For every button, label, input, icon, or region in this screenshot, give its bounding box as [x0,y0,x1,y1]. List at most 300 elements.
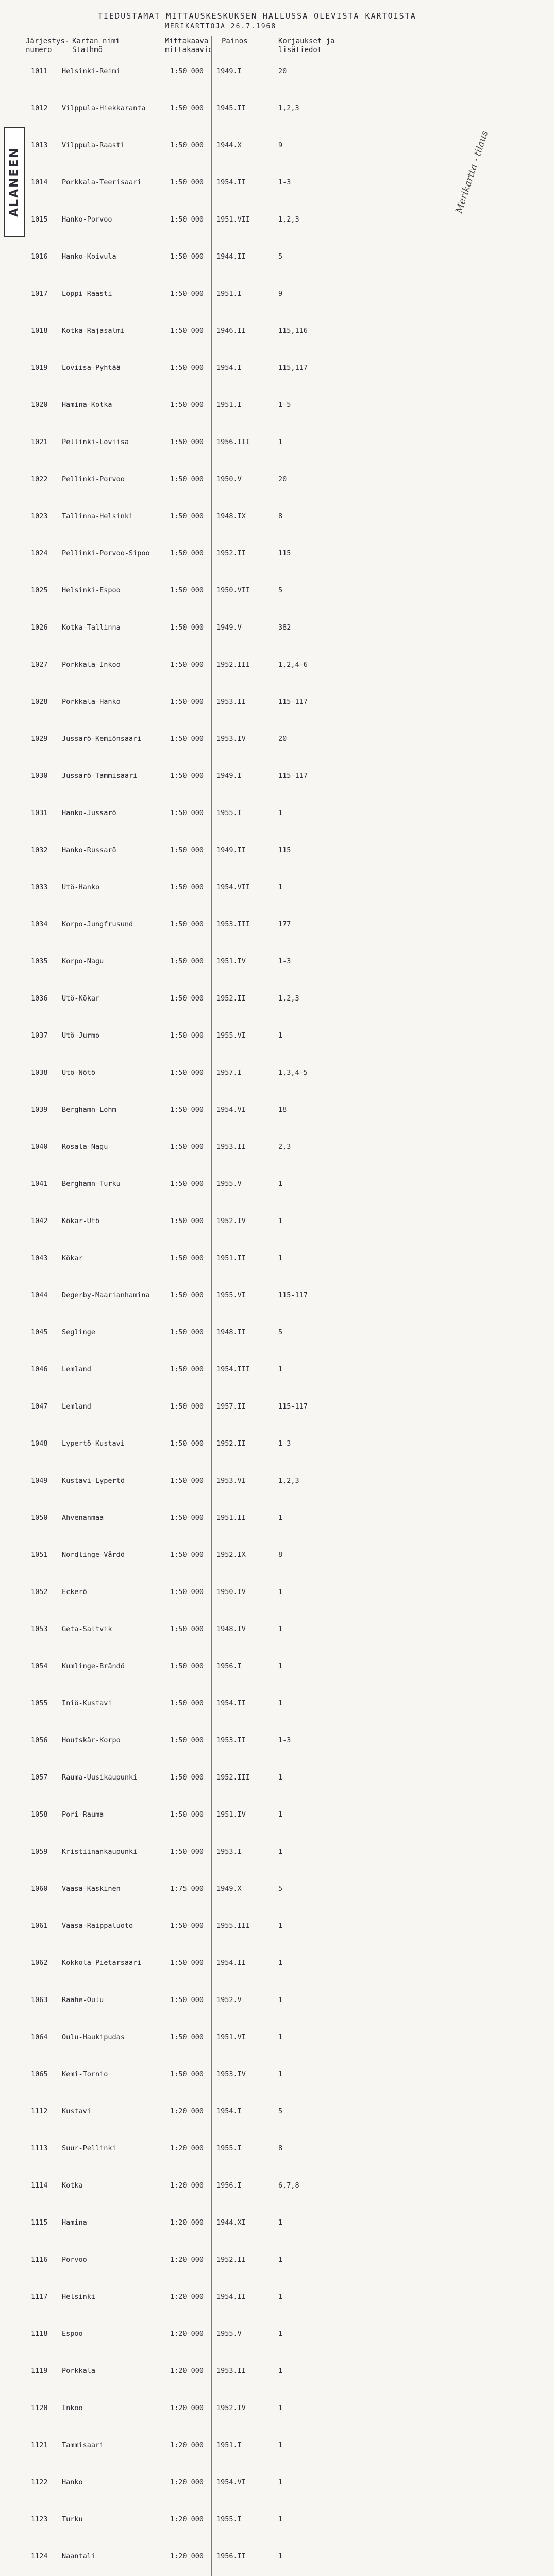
row-number: 1064 [31,2033,48,2041]
row-chart-name: Vilppula-Raasti [62,141,125,149]
row-scale: 1:50 000 [170,2033,204,2041]
row-chart-name: Korpo-Nagu [62,957,104,965]
row-edition: 1949.I [216,67,242,75]
row-number: 1038 [31,1069,48,1077]
row-number: 1121 [31,2441,48,2449]
row-number: 1117 [31,2293,48,2301]
row-chart-name: Turku [62,2515,83,2523]
row-details: 177 [278,920,291,928]
row-details: 1 [278,1662,283,1670]
row-details: 5 [278,1885,283,1893]
row-number: 1059 [31,1848,48,1856]
row-edition: 1957.II [216,1402,246,1411]
row-number: 1053 [31,1625,48,1633]
row-scale: 1:50 000 [170,994,204,1003]
row-chart-name: Helsinki [62,2293,96,2301]
row-scale: 1:20 000 [170,2367,204,2375]
row-scale: 1:50 000 [170,586,204,595]
row-details: 1-3 [278,1736,291,1744]
row-scale: 1:75 000 [170,1885,204,1893]
row-chart-name: Geta-Saltvik [62,1625,112,1633]
row-edition: 1952.V [216,1996,242,2004]
row-edition: 1955.III [216,1922,250,1930]
row-scale: 1:50 000 [170,290,204,298]
row-edition: 1949.V [216,623,242,632]
row-number: 1116 [31,2256,48,2264]
row-number: 1019 [31,364,48,372]
row-number: 1024 [31,549,48,557]
row-chart-name: Rosala-Nagu [62,1143,108,1151]
row-number: 1025 [31,586,48,595]
row-number: 1011 [31,67,48,75]
row-edition: 1952.IV [216,1217,246,1225]
row-chart-name: Seglinge [62,1328,96,1336]
row-edition: 1952.IV [216,2404,246,2412]
row-edition: 1953.II [216,1143,246,1151]
row-number: 1030 [31,772,48,780]
row-details: 6,7,8 [278,2181,299,2190]
row-details: 115 [278,846,291,854]
row-edition: 1948.IV [216,1625,246,1633]
row-edition: 1944.II [216,252,246,261]
row-number: 1026 [31,623,48,632]
row-details: 1 [278,1588,283,1596]
row-number: 1058 [31,1810,48,1819]
row-scale: 1:50 000 [170,957,204,965]
row-details: 115-117 [278,772,308,780]
row-number: 1029 [31,735,48,743]
row-edition: 1952.III [216,1773,250,1782]
section-tab-label: ALANEEN [8,147,21,217]
row-chart-name: Oulu-Haukipudas [62,2033,125,2041]
row-scale: 1:50 000 [170,1365,204,1374]
row-details: 1 [278,2552,283,2561]
row-chart-name: Loviisa-Pyhtää [62,364,121,372]
row-chart-name: Pori-Rauma [62,1810,104,1819]
row-edition: 1944.XI [216,2218,246,2227]
row-edition: 1954.VI [216,2478,246,2486]
row-details: 1-5 [278,401,291,409]
row-edition: 1948.IX [216,512,246,520]
row-chart-name: Pellinki-Porvoo-Sipoo [62,549,150,557]
row-scale: 1:50 000 [170,364,204,372]
row-edition: 1953.II [216,1736,246,1744]
row-chart-name: Korpo-Jungfrusund [62,920,133,928]
row-chart-name: Kustavi-Lypertö [62,1477,125,1485]
row-number: 1014 [31,178,48,187]
row-scale: 1:50 000 [170,735,204,743]
row-number: 1031 [31,809,48,817]
row-details: 115-117 [278,698,308,706]
row-details: 1 [278,2367,283,2375]
row-number: 1016 [31,252,48,261]
row-details: 1 [278,438,283,446]
row-chart-name: Utö-Nötö [62,1069,96,1077]
row-chart-name: Helsinki-Espoo [62,586,121,595]
row-number: 1115 [31,2218,48,2227]
row-details: 5 [278,586,283,595]
row-details: 1 [278,2293,283,2301]
row-chart-name: Hanko-Porvoo [62,215,112,224]
row-details: 2,3 [278,1143,291,1151]
row-details: 1-3 [278,178,291,187]
row-details: 1 [278,1514,283,1522]
column-header-scale: Mittakaava mittakaavio [165,37,213,54]
row-edition: 1954.VI [216,1106,246,1114]
row-number: 1114 [31,2181,48,2190]
row-chart-name: Kumlinge-Brändö [62,1662,125,1670]
row-chart-name: Vaasa-Raippaluoto [62,1922,133,1930]
row-number: 1012 [31,104,48,112]
row-chart-name: Loppi-Raasti [62,290,112,298]
row-details: 1 [278,2478,283,2486]
row-scale: 1:20 000 [170,2181,204,2190]
row-edition: 1952.II [216,1439,246,1448]
row-chart-name: Helsinki-Reimi [62,67,121,75]
row-edition: 1954.I [216,364,242,372]
row-number: 1050 [31,1514,48,1522]
row-chart-name: Berghamn-Lohm [62,1106,116,1114]
row-chart-name: Nordlinge-Vårdö [62,1551,125,1559]
row-edition: 1955.I [216,2144,242,2153]
row-details: 1 [278,1922,283,1930]
document-subtitle: MERIKARTTOJA 26.7.1968 [165,23,277,30]
row-number: 1022 [31,475,48,483]
row-scale: 1:50 000 [170,1031,204,1040]
row-number: 1042 [31,1217,48,1225]
row-scale: 1:50 000 [170,809,204,817]
row-number: 1028 [31,698,48,706]
row-details: 115-117 [278,1291,308,1299]
row-number: 1018 [31,327,48,335]
row-edition: 1955.I [216,809,242,817]
row-scale: 1:50 000 [170,846,204,854]
row-details: 1 [278,1996,283,2004]
row-scale: 1:50 000 [170,1217,204,1225]
row-scale: 1:50 000 [170,1848,204,1856]
row-edition: 1957.I [216,1069,242,1077]
row-details: 1 [278,1773,283,1782]
row-scale: 1:50 000 [170,1328,204,1336]
row-chart-name: Utö-Kökar [62,994,100,1003]
row-scale: 1:50 000 [170,401,204,409]
row-number: 1113 [31,2144,48,2153]
row-chart-name: Hanko [62,2478,83,2486]
row-scale: 1:50 000 [170,67,204,75]
row-edition: 1950.IV [216,1588,246,1596]
row-edition: 1952.II [216,2256,246,2264]
row-chart-name: Utö-Jurmo [62,1031,100,1040]
row-details: 1-3 [278,1439,291,1448]
row-chart-name: Kotka [62,2181,83,2190]
row-details: 382 [278,623,291,632]
section-tab [4,127,25,237]
row-scale: 1:50 000 [170,1143,204,1151]
row-number: 1060 [31,1885,48,1893]
row-chart-name: Pellinki-Porvoo [62,475,125,483]
row-scale: 1:50 000 [170,1662,204,1670]
row-edition: 1952.III [216,660,250,669]
row-scale: 1:50 000 [170,623,204,632]
row-number: 1119 [31,2367,48,2375]
column-header-name: Kartan nimi Stathmö [72,37,120,54]
row-edition: 1951.II [216,1254,246,1262]
row-details: 115,116 [278,327,308,335]
row-edition: 1954.II [216,1699,246,1707]
row-number: 1065 [31,2070,48,2078]
row-details: 20 [278,67,287,75]
row-edition: 1953.IV [216,2070,246,2078]
row-edition: 1951.I [216,2441,242,2449]
row-scale: 1:50 000 [170,1588,204,1596]
row-scale: 1:50 000 [170,438,204,446]
row-edition: 1955.V [216,2330,242,2338]
row-details: 1,3,4-5 [278,1069,308,1077]
row-number: 1032 [31,846,48,854]
row-edition: 1951.VI [216,2033,246,2041]
row-chart-name: Porkkala-Teerisaari [62,178,142,187]
row-details: 5 [278,252,283,261]
row-edition: 1949.X [216,1885,242,1893]
row-scale: 1:50 000 [170,1514,204,1522]
row-scale: 1:50 000 [170,1810,204,1819]
row-details: 1 [278,1254,283,1262]
row-edition: 1954.II [216,178,246,187]
row-details: 1,2,3 [278,994,299,1003]
row-scale: 1:50 000 [170,252,204,261]
row-number: 1013 [31,141,48,149]
column-divider [211,36,212,2576]
row-details: 1 [278,2330,283,2338]
row-edition: 1956.III [216,438,250,446]
handwritten-note: Merikartta - tilaus [454,129,491,215]
row-edition: 1951.IV [216,1810,246,1819]
row-edition: 1951.II [216,1514,246,1522]
row-details: 1 [278,2441,283,2449]
row-chart-name: Lypertö-Kustavi [62,1439,125,1448]
row-number: 1048 [31,1439,48,1448]
row-details: 18 [278,1106,287,1114]
row-edition: 1945.II [216,104,246,112]
row-details: 115-117 [278,1402,308,1411]
row-details: 1 [278,2515,283,2523]
row-details: 8 [278,512,283,520]
row-scale: 1:50 000 [170,512,204,520]
row-edition: 1950.VII [216,586,250,595]
row-details: 1 [278,1848,283,1856]
row-edition: 1956.II [216,2552,246,2561]
row-scale: 1:20 000 [170,2144,204,2153]
row-number: 1046 [31,1365,48,1374]
row-details: 1,2,3 [278,215,299,224]
row-number: 1036 [31,994,48,1003]
row-chart-name: Hamina-Kotka [62,401,112,409]
row-chart-name: Suur-Pellinki [62,2144,116,2153]
row-edition: 1950.V [216,475,242,483]
row-scale: 1:20 000 [170,2478,204,2486]
row-edition: 1955.I [216,2515,242,2523]
row-number: 1057 [31,1773,48,1782]
row-scale: 1:20 000 [170,2256,204,2264]
row-scale: 1:50 000 [170,1996,204,2004]
row-edition: 1952.II [216,994,246,1003]
row-scale: 1:50 000 [170,475,204,483]
row-details: 8 [278,1551,283,1559]
row-scale: 1:50 000 [170,2070,204,2078]
row-number: 1040 [31,1143,48,1151]
row-scale: 1:50 000 [170,327,204,335]
row-details: 1,2,3 [278,1477,299,1485]
row-number: 1037 [31,1031,48,1040]
row-edition: 1952.II [216,549,246,557]
row-details: 1 [278,1365,283,1374]
row-chart-name: Porvoo [62,2256,87,2264]
document-title: TIEDUSTAMAT MITTAUSKESKUKSEN HALLUSSA OLEVISTA KARTOISTA [98,11,416,21]
row-scale: 1:20 000 [170,2218,204,2227]
row-chart-name: Kotka-Tallinna [62,623,121,632]
row-details: 1 [278,1180,283,1188]
row-scale: 1:20 000 [170,2293,204,2301]
row-scale: 1:50 000 [170,698,204,706]
row-scale: 1:50 000 [170,920,204,928]
row-number: 1123 [31,2515,48,2523]
row-edition: 1953.I [216,1848,242,1856]
row-scale: 1:50 000 [170,772,204,780]
row-chart-name: Jussarö-Kemiönsaari [62,735,142,743]
row-scale: 1:20 000 [170,2404,204,2412]
row-details: 5 [278,2107,283,2115]
row-chart-name: Tammisaari [62,2441,104,2449]
row-chart-name: Espoo [62,2330,83,2338]
row-edition: 1954.II [216,1959,246,1967]
row-edition: 1956.I [216,1662,242,1670]
row-number: 1054 [31,1662,48,1670]
row-details: 1 [278,2256,283,2264]
row-details: 1 [278,1810,283,1819]
row-edition: 1944.X [216,141,242,149]
row-details: 1 [278,1699,283,1707]
row-chart-name: Lemland [62,1365,91,1374]
row-scale: 1:50 000 [170,1625,204,1633]
row-chart-name: Vilppula-Hiekkaranta [62,104,146,112]
row-number: 1124 [31,2552,48,2561]
row-number: 1056 [31,1736,48,1744]
row-scale: 1:50 000 [170,1922,204,1930]
row-number: 1033 [31,883,48,891]
row-chart-name: Kokkola-Pietarsaari [62,1959,142,1967]
row-chart-name: Porkkala-Hanko [62,698,121,706]
row-edition: 1951.VII [216,215,250,224]
row-details: 1-3 [278,957,291,965]
column-header-details: Korjaukset ja lisätiedot [278,37,335,54]
row-chart-name: Inkoo [62,2404,83,2412]
row-number: 1021 [31,438,48,446]
row-details: 1 [278,2070,283,2078]
row-scale: 1:50 000 [170,1180,204,1188]
row-details: 1 [278,2218,283,2227]
row-details: 8 [278,2144,283,2153]
row-edition: 1953.II [216,2367,246,2375]
row-edition: 1946.II [216,327,246,335]
row-chart-name: Ahvenanmaa [62,1514,104,1522]
row-number: 1020 [31,401,48,409]
row-chart-name: Berghamn-Turku [62,1180,121,1188]
row-number: 1015 [31,215,48,224]
row-chart-name: Raahe-Oulu [62,1996,104,2004]
row-scale: 1:50 000 [170,1069,204,1077]
row-chart-name: Hanko-Jussarö [62,809,116,817]
row-scale: 1:50 000 [170,1439,204,1448]
row-edition: 1951.I [216,290,242,298]
column-header-year: Painos [222,37,248,45]
row-details: 1 [278,1959,283,1967]
row-chart-name: Hanko-Koivula [62,252,116,261]
row-number: 1061 [31,1922,48,1930]
row-chart-name: Kotka-Rajasalmi [62,327,125,335]
row-chart-name: Pellinki-Loviisa [62,438,129,446]
row-chart-name: Houtskär-Korpo [62,1736,121,1744]
row-scale: 1:50 000 [170,215,204,224]
row-chart-name: Utö-Hanko [62,883,100,891]
row-number: 1047 [31,1402,48,1411]
row-chart-name: Kökar-Utö [62,1217,100,1225]
row-chart-name: Tallinna-Helsinki [62,512,133,520]
row-edition: 1954.I [216,2107,242,2115]
row-details: 20 [278,735,287,743]
row-chart-name: Hamina [62,2218,87,2227]
row-edition: 1953.III [216,920,250,928]
row-number: 1017 [31,290,48,298]
row-edition: 1951.I [216,401,242,409]
row-number: 1044 [31,1291,48,1299]
row-scale: 1:20 000 [170,2515,204,2523]
row-edition: 1953.IV [216,735,246,743]
row-chart-name: Iniö-Kustavi [62,1699,112,1707]
row-number: 1043 [31,1254,48,1262]
row-number: 1118 [31,2330,48,2338]
row-edition: 1953.VI [216,1477,246,1485]
row-chart-name: Kökar [62,1254,83,1262]
row-scale: 1:50 000 [170,1402,204,1411]
row-number: 1062 [31,1959,48,1967]
row-scale: 1:20 000 [170,2330,204,2338]
row-scale: 1:50 000 [170,104,204,112]
row-edition: 1955.VI [216,1291,246,1299]
row-number: 1051 [31,1551,48,1559]
row-chart-name: Rauma-Uusikaupunki [62,1773,138,1782]
row-details: 1 [278,2033,283,2041]
row-scale: 1:50 000 [170,1254,204,1262]
row-number: 1120 [31,2404,48,2412]
row-scale: 1:50 000 [170,141,204,149]
row-chart-name: Hanko-Russarö [62,846,116,854]
row-chart-name: Porkkala-Inkoo [62,660,121,669]
row-details: 1 [278,1031,283,1040]
row-number: 1122 [31,2478,48,2486]
row-chart-name: Naantali [62,2552,96,2561]
row-edition: 1956.I [216,2181,242,2190]
row-edition: 1952.IX [216,1551,246,1559]
row-chart-name: Jussarö-Tammisaari [62,772,138,780]
row-edition: 1954.VII [216,883,250,891]
row-number: 1063 [31,1996,48,2004]
row-scale: 1:50 000 [170,178,204,187]
row-chart-name: Kemi-Tornio [62,2070,108,2078]
row-edition: 1948.II [216,1328,246,1336]
row-details: 1,2,4-6 [278,660,308,669]
row-edition: 1954.II [216,2293,246,2301]
row-details: 1 [278,809,283,817]
